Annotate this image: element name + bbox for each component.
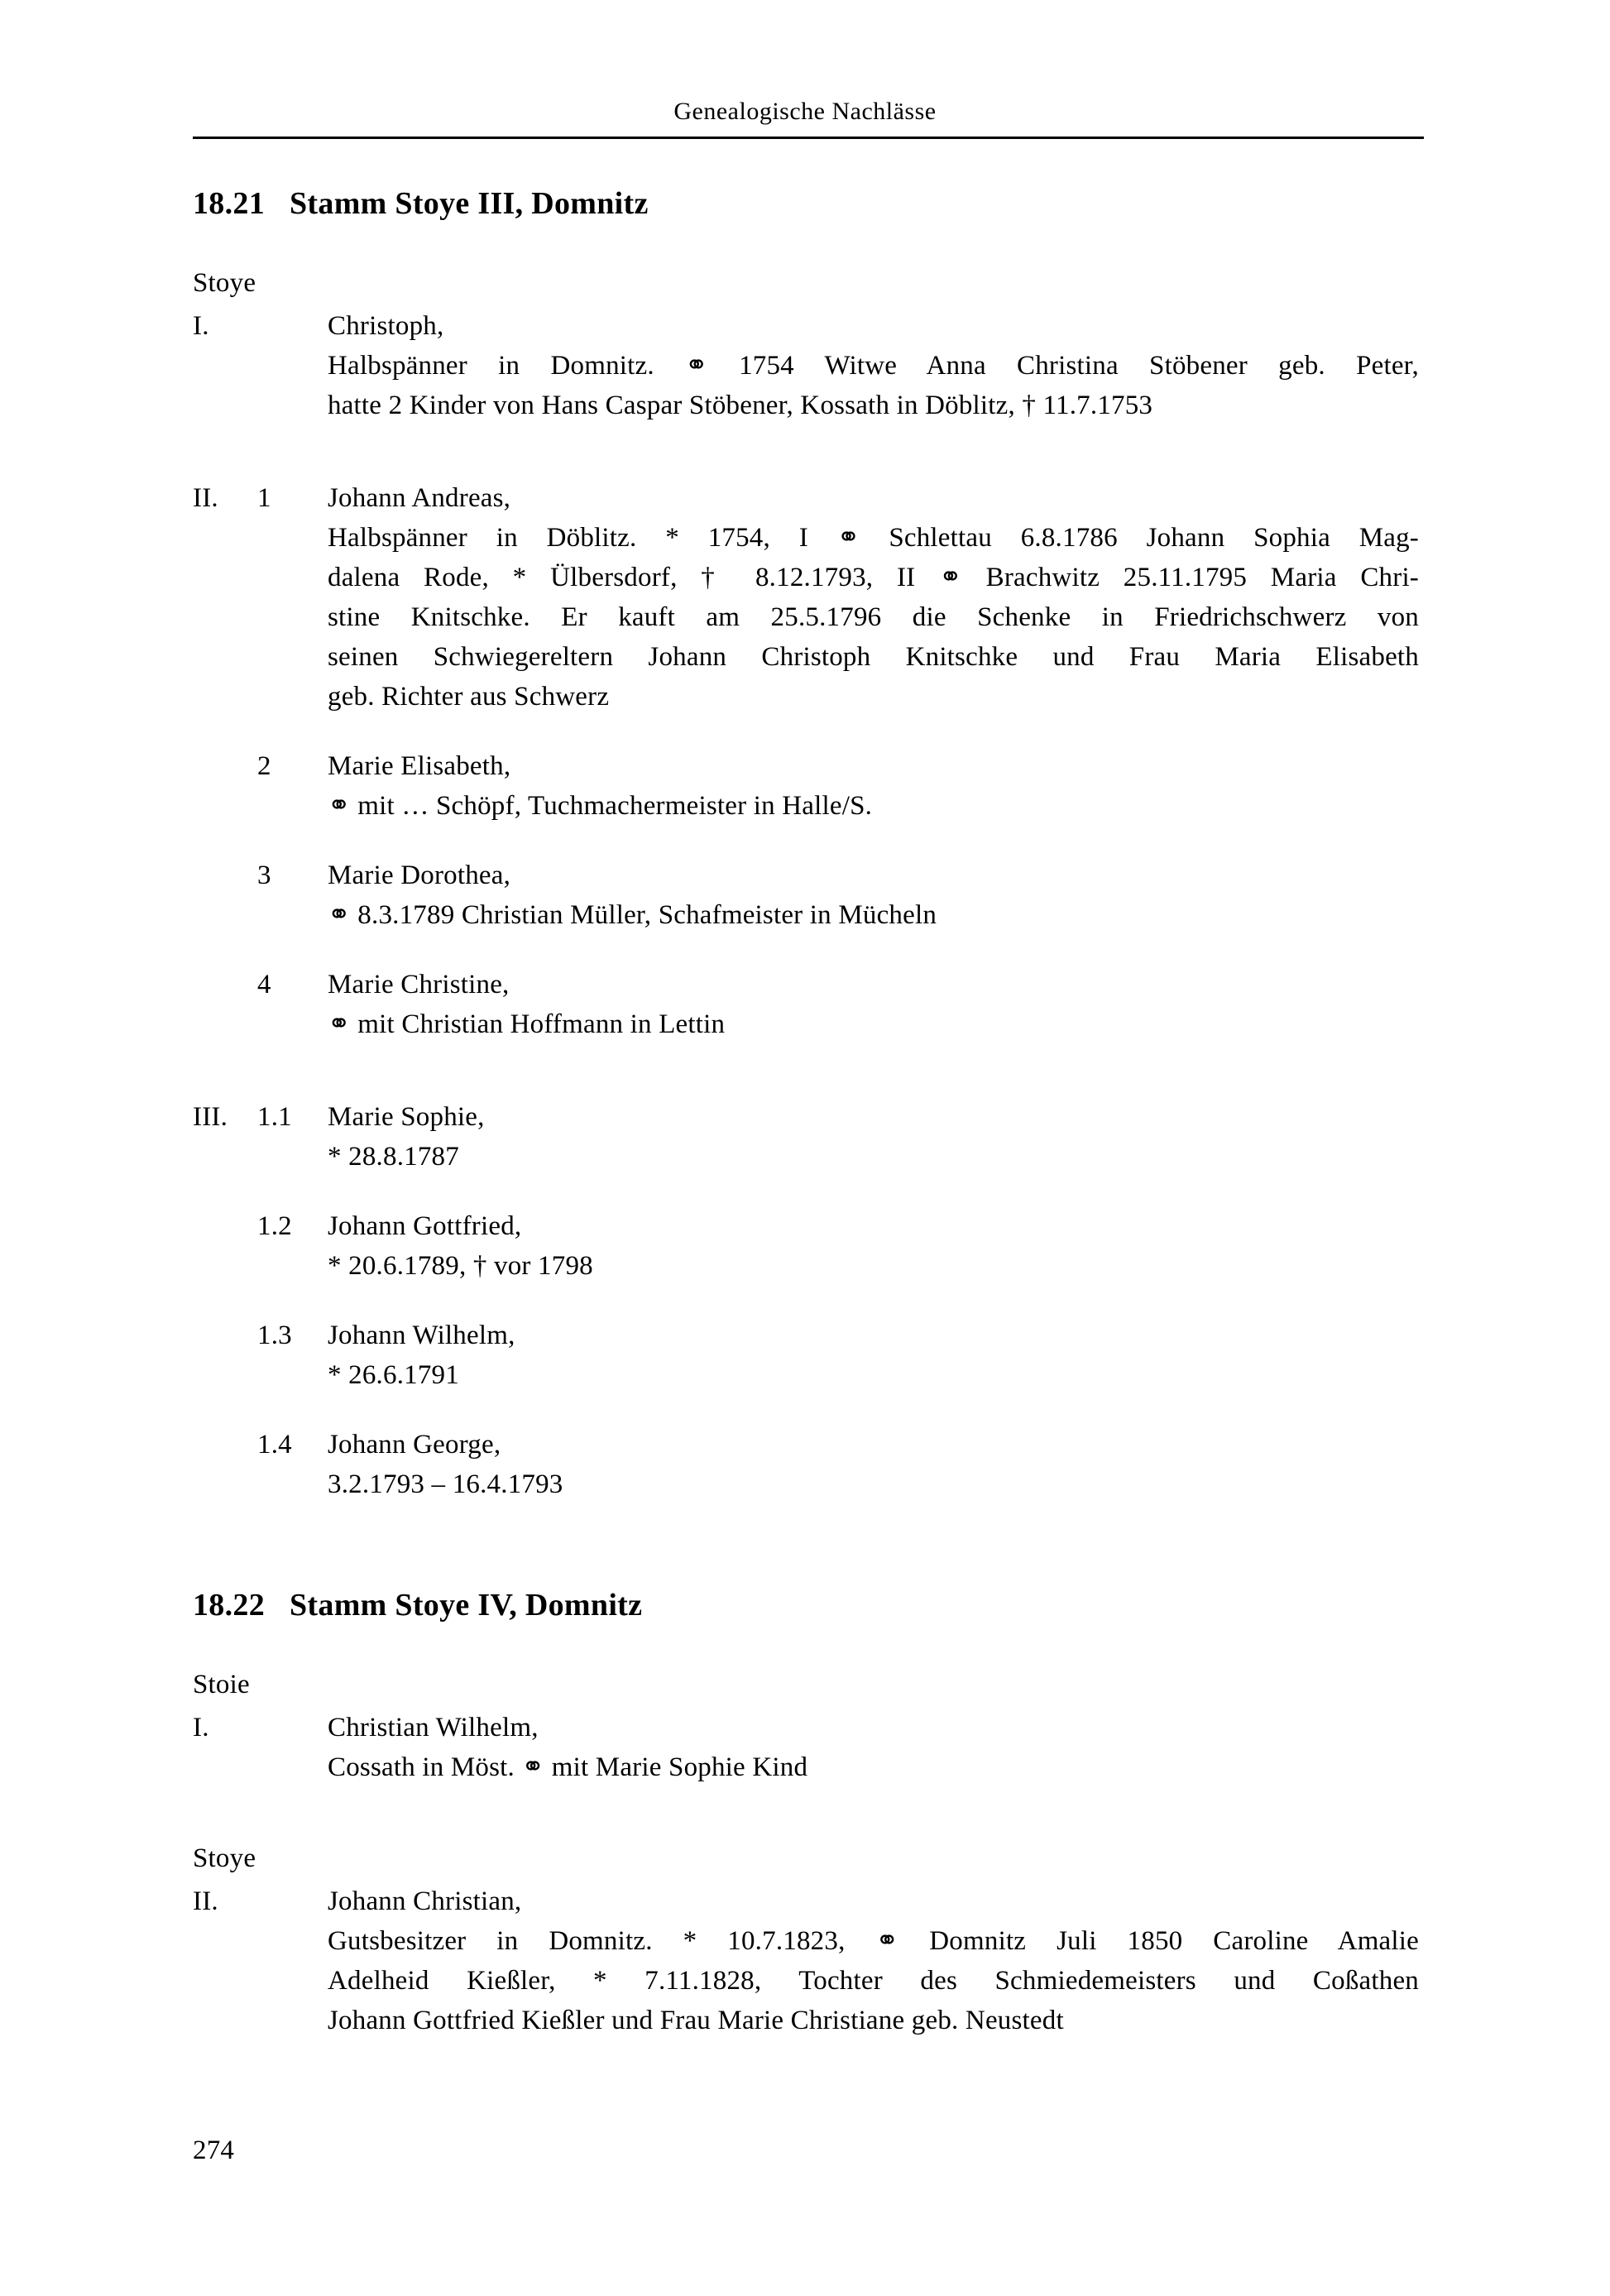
entry-text-line: Johann Gottfried Kießler und Frau Marie Christiane geb. Neustedt <box>328 2006 1064 2035</box>
genealogy-entry <box>193 965 1419 1044</box>
person-name: Christoph, <box>328 311 444 341</box>
genealogy-entry <box>193 1097 1419 1177</box>
surname-label: Stoie <box>193 1670 250 1699</box>
entry-body <box>328 1425 1419 1504</box>
running-header: Genealogische Nachlässe <box>673 98 937 125</box>
entry-body <box>328 1708 1419 1787</box>
page-number: 274 <box>193 2135 235 2165</box>
genealogy-entry <box>193 746 1419 826</box>
genealogy-entry <box>193 478 1419 717</box>
entry-text-line: ⚭ mit … Schöpf, Tuchmachermeister in Halle/S. <box>328 791 873 821</box>
genealogy-entry <box>193 1881 1419 2040</box>
person-name: Johann Andreas, <box>328 483 511 513</box>
entry-body <box>328 965 1419 1044</box>
person-name: Johann Gottfried, <box>328 1211 522 1241</box>
child-number: 2 <box>257 751 271 781</box>
entry-body <box>328 478 1419 717</box>
entry-text-line: * 28.8.1787 <box>328 1142 459 1172</box>
person-name: Christian Wilhelm, <box>328 1713 539 1742</box>
entry-text-line: dalena Rode, * Ülbersdorf, † 8.12.1793, II ⚭ Brachwitz 25.11.1795 Maria Chri- <box>328 563 1419 592</box>
entry-body <box>328 1881 1419 2040</box>
person-name: Marie Sophie, <box>328 1102 485 1132</box>
section-heading <box>193 1587 1419 1623</box>
child-number: 3 <box>257 860 271 890</box>
surname-label: Stoye <box>193 268 256 298</box>
entry-body <box>328 856 1419 935</box>
generation-numeral: I. <box>193 311 209 341</box>
child-number: 1.2 <box>257 1211 292 1241</box>
genealogy-entry <box>193 1708 1419 1787</box>
section-heading <box>193 185 1419 222</box>
entry-body <box>328 1206 1419 1286</box>
person-name: Johann Wilhelm, <box>328 1321 515 1350</box>
entry-text-line: * 20.6.1789, † vor 1798 <box>328 1251 593 1281</box>
entry-text-line: Halbspänner in Döblitz. * 1754, I ⚭ Schlettau 6.8.1786 Johann Sophia Mag- <box>328 523 1419 553</box>
person-name: Marie Dorothea, <box>328 860 511 890</box>
entry-text-line: ⚭ mit Christian Hoffmann in Lettin <box>328 1009 726 1039</box>
genealogy-entry <box>193 1316 1419 1395</box>
child-number: 1 <box>257 483 271 513</box>
genealogy-entry <box>193 1206 1419 1286</box>
entry-body <box>328 306 1419 425</box>
page-content <box>193 137 1419 2040</box>
entry-body <box>328 746 1419 826</box>
entry-text-line: * 26.6.1791 <box>328 1360 459 1390</box>
entry-text-line: stine Knitschke. Er kauft am 25.5.1796 die Schenke in Friedrichschwerz von <box>328 602 1419 632</box>
entry-text-line: geb. Richter aus Schwerz <box>328 682 610 712</box>
section-number: 18.21 <box>193 186 265 221</box>
section <box>193 185 1419 1504</box>
entry-text-line: Halbspänner in Domnitz. ⚭ 1754 Witwe Anna Christina Stöbener geb. Peter, <box>328 351 1419 381</box>
entry-text-line: Gutsbesitzer in Domnitz. * 10.7.1823, ⚭ Domnitz Juli 1850 Caroline Amalie <box>328 1926 1419 1956</box>
section-body <box>193 263 1419 1504</box>
person-name: Marie Elisabeth, <box>328 751 511 781</box>
generation-numeral: III. <box>193 1102 228 1132</box>
person-name: Johann Christian, <box>328 1886 522 1916</box>
entry-text-line: 3.2.1793 – 16.4.1793 <box>328 1469 563 1499</box>
child-number: 1.3 <box>257 1321 292 1350</box>
entry-text-line: Adelheid Kießler, * 7.11.1828, Tochter des Schmiedemeisters und Coßathen <box>328 1966 1419 1996</box>
genealogy-entry <box>193 1425 1419 1504</box>
entry-text-line: seinen Schwiegereltern Johann Christoph Knitschke und Frau Maria Elisabeth <box>328 642 1419 672</box>
entry-body <box>328 1097 1419 1177</box>
entry-text-line: ⚭ 8.3.1789 Christian Müller, Schafmeister in Mücheln <box>328 900 937 930</box>
generation-numeral: II. <box>193 1886 218 1916</box>
entry-text-line: Cossath in Möst. ⚭ mit Marie Sophie Kind <box>328 1752 808 1782</box>
entry-text-line: hatte 2 Kinder von Hans Caspar Stöbener, Kossath in Döblitz, † 11.7.1753 <box>328 391 1153 420</box>
genealogy-entry <box>193 306 1419 425</box>
section <box>193 1587 1419 2040</box>
child-number: 1.4 <box>257 1430 292 1460</box>
child-number: 4 <box>257 970 271 999</box>
section-body <box>193 1665 1419 2040</box>
person-name: Marie Christine, <box>328 970 510 999</box>
generation-numeral: II. <box>193 483 218 513</box>
genealogy-entry <box>193 856 1419 935</box>
entry-body <box>328 1316 1419 1395</box>
generation-numeral: I. <box>193 1713 209 1742</box>
section-title: Stamm Stoye IV, Domnitz <box>290 1588 643 1623</box>
surname-label: Stoye <box>193 1843 256 1873</box>
child-number: 1.1 <box>257 1102 292 1132</box>
section-title: Stamm Stoye III, Domnitz <box>290 186 649 221</box>
person-name: Johann George, <box>328 1430 501 1460</box>
section-number: 18.22 <box>193 1588 265 1623</box>
